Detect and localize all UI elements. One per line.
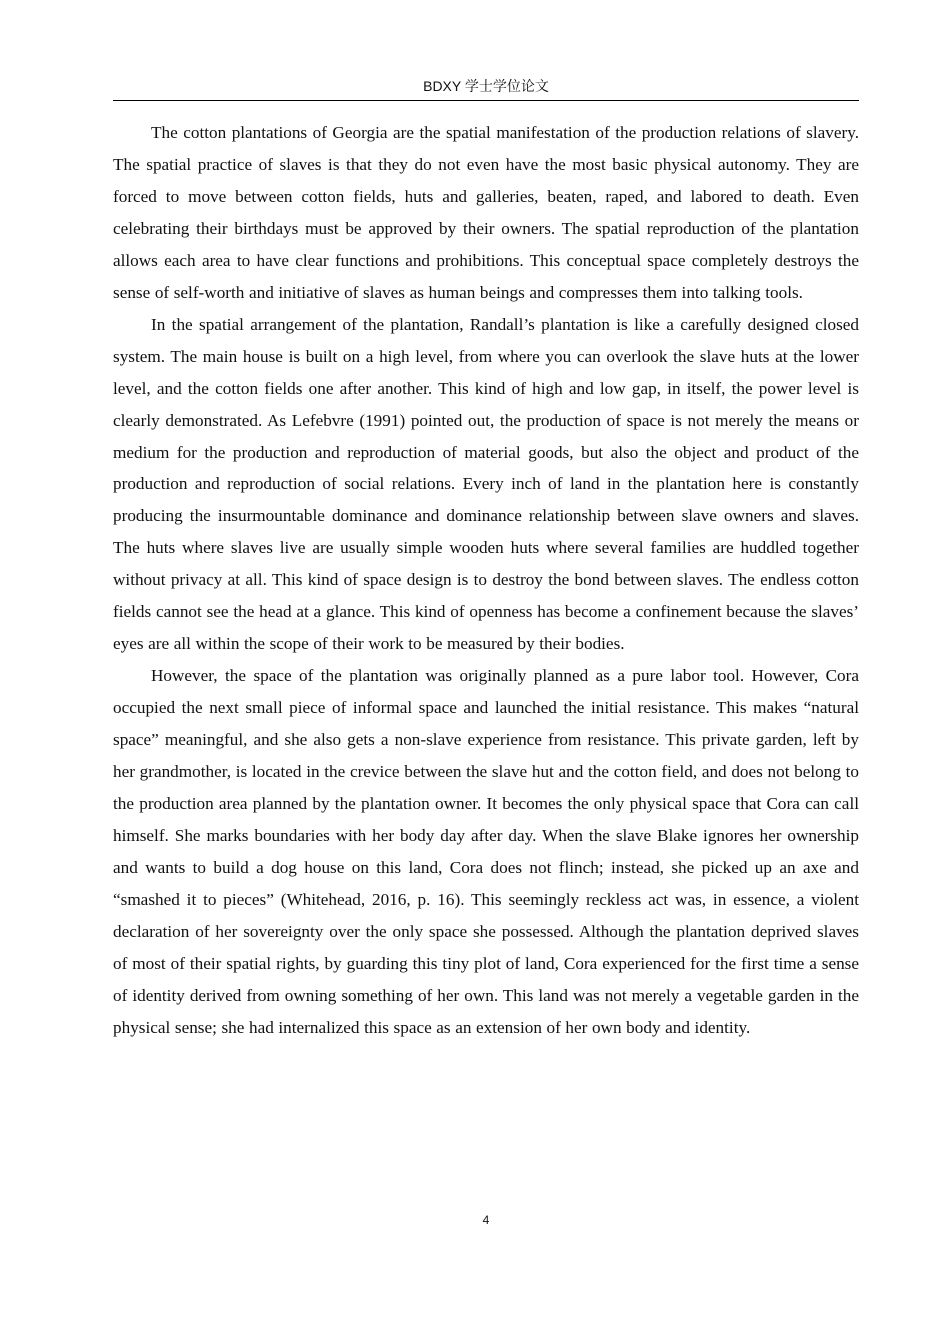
page-number: 4	[482, 1213, 490, 1227]
paragraph-3: However, the space of the plantation was originally planned as a pure labor tool. However, Cora occupied the next small piece of informal space and launched the initial resistance. This makes “natural space” meaningful, and she also gets a non-slave experience from resistance. This private garden, left by her grandmother, is located in the crevice between the slave hut and the cotton field, and does not belong to the production area planned by the plantation owner. It becomes the only physical space that Cora can call himself. She marks boundaries with her body day after day. When the slave Blake ignores her ownership and wants to build a dog house on this land, Cora does not flinch; instead, she picked up an axe and “smashed it to pieces” (Whitehead, 2016, p. 16). This seemingly reckless act was, in essence, a violent declaration of her sovereignty over the only space she possessed. Although the plantation deprived slaves of most of their spatial rights, by guarding this tiny plot of land, Cora experienced for the first time a sense of identity derived from owning something of her own. This land was not merely a vegetable garden in the physical sense; she had internalized this space as an extension of her own body and identity.	[113, 666, 859, 1037]
header-rule	[113, 100, 859, 101]
paragraph-1: The cotton plantations of Georgia are the spatial manifestation of the production relations of slavery. The spatial practice of slaves is that they do not even have the most basic physical autonomy. They are forced to move between cotton fields, huts and galleries, beaten, raped, and labored to death. Even celebrating their birthdays must be approved by their owners. The spatial reproduction of the plantation allows each area to have clear functions and prohibitions. This conceptual space completely destroys the sense of self-worth and initiative of slaves as human beings and compresses them into talking tools.	[113, 123, 859, 302]
paragraph-2: In the spatial arrangement of the plantation, Randall’s plantation is like a carefully designed closed system. The main house is built on a high level, from where you can overlook the slave huts at the lower level, and the cotton fields one after another. This kind of high and low gap, in itself, the power level is clearly demonstrated. As Lefebvre (1991) pointed out, the production of space is not merely the means or medium for the production and reproduction of material goods, but also the object and product of the production and reproduction of social relations. Every inch of land in the plantation here is constantly producing the insurmountable dominance and dominance relationship between slave owners and slaves. The huts where slaves live are usually simple wooden huts where several families are huddled together without privacy at all. This kind of space design is to destroy the bond between slaves. The endless cotton fields cannot see the head at a glance. This kind of openness has become a confinement because the slaves’ eyes are all within the scope of their work to be measured by their bodies.	[113, 314, 859, 654]
body-text	[113, 117, 859, 1044]
running-header: BDXY 学士学位论文	[423, 78, 549, 94]
